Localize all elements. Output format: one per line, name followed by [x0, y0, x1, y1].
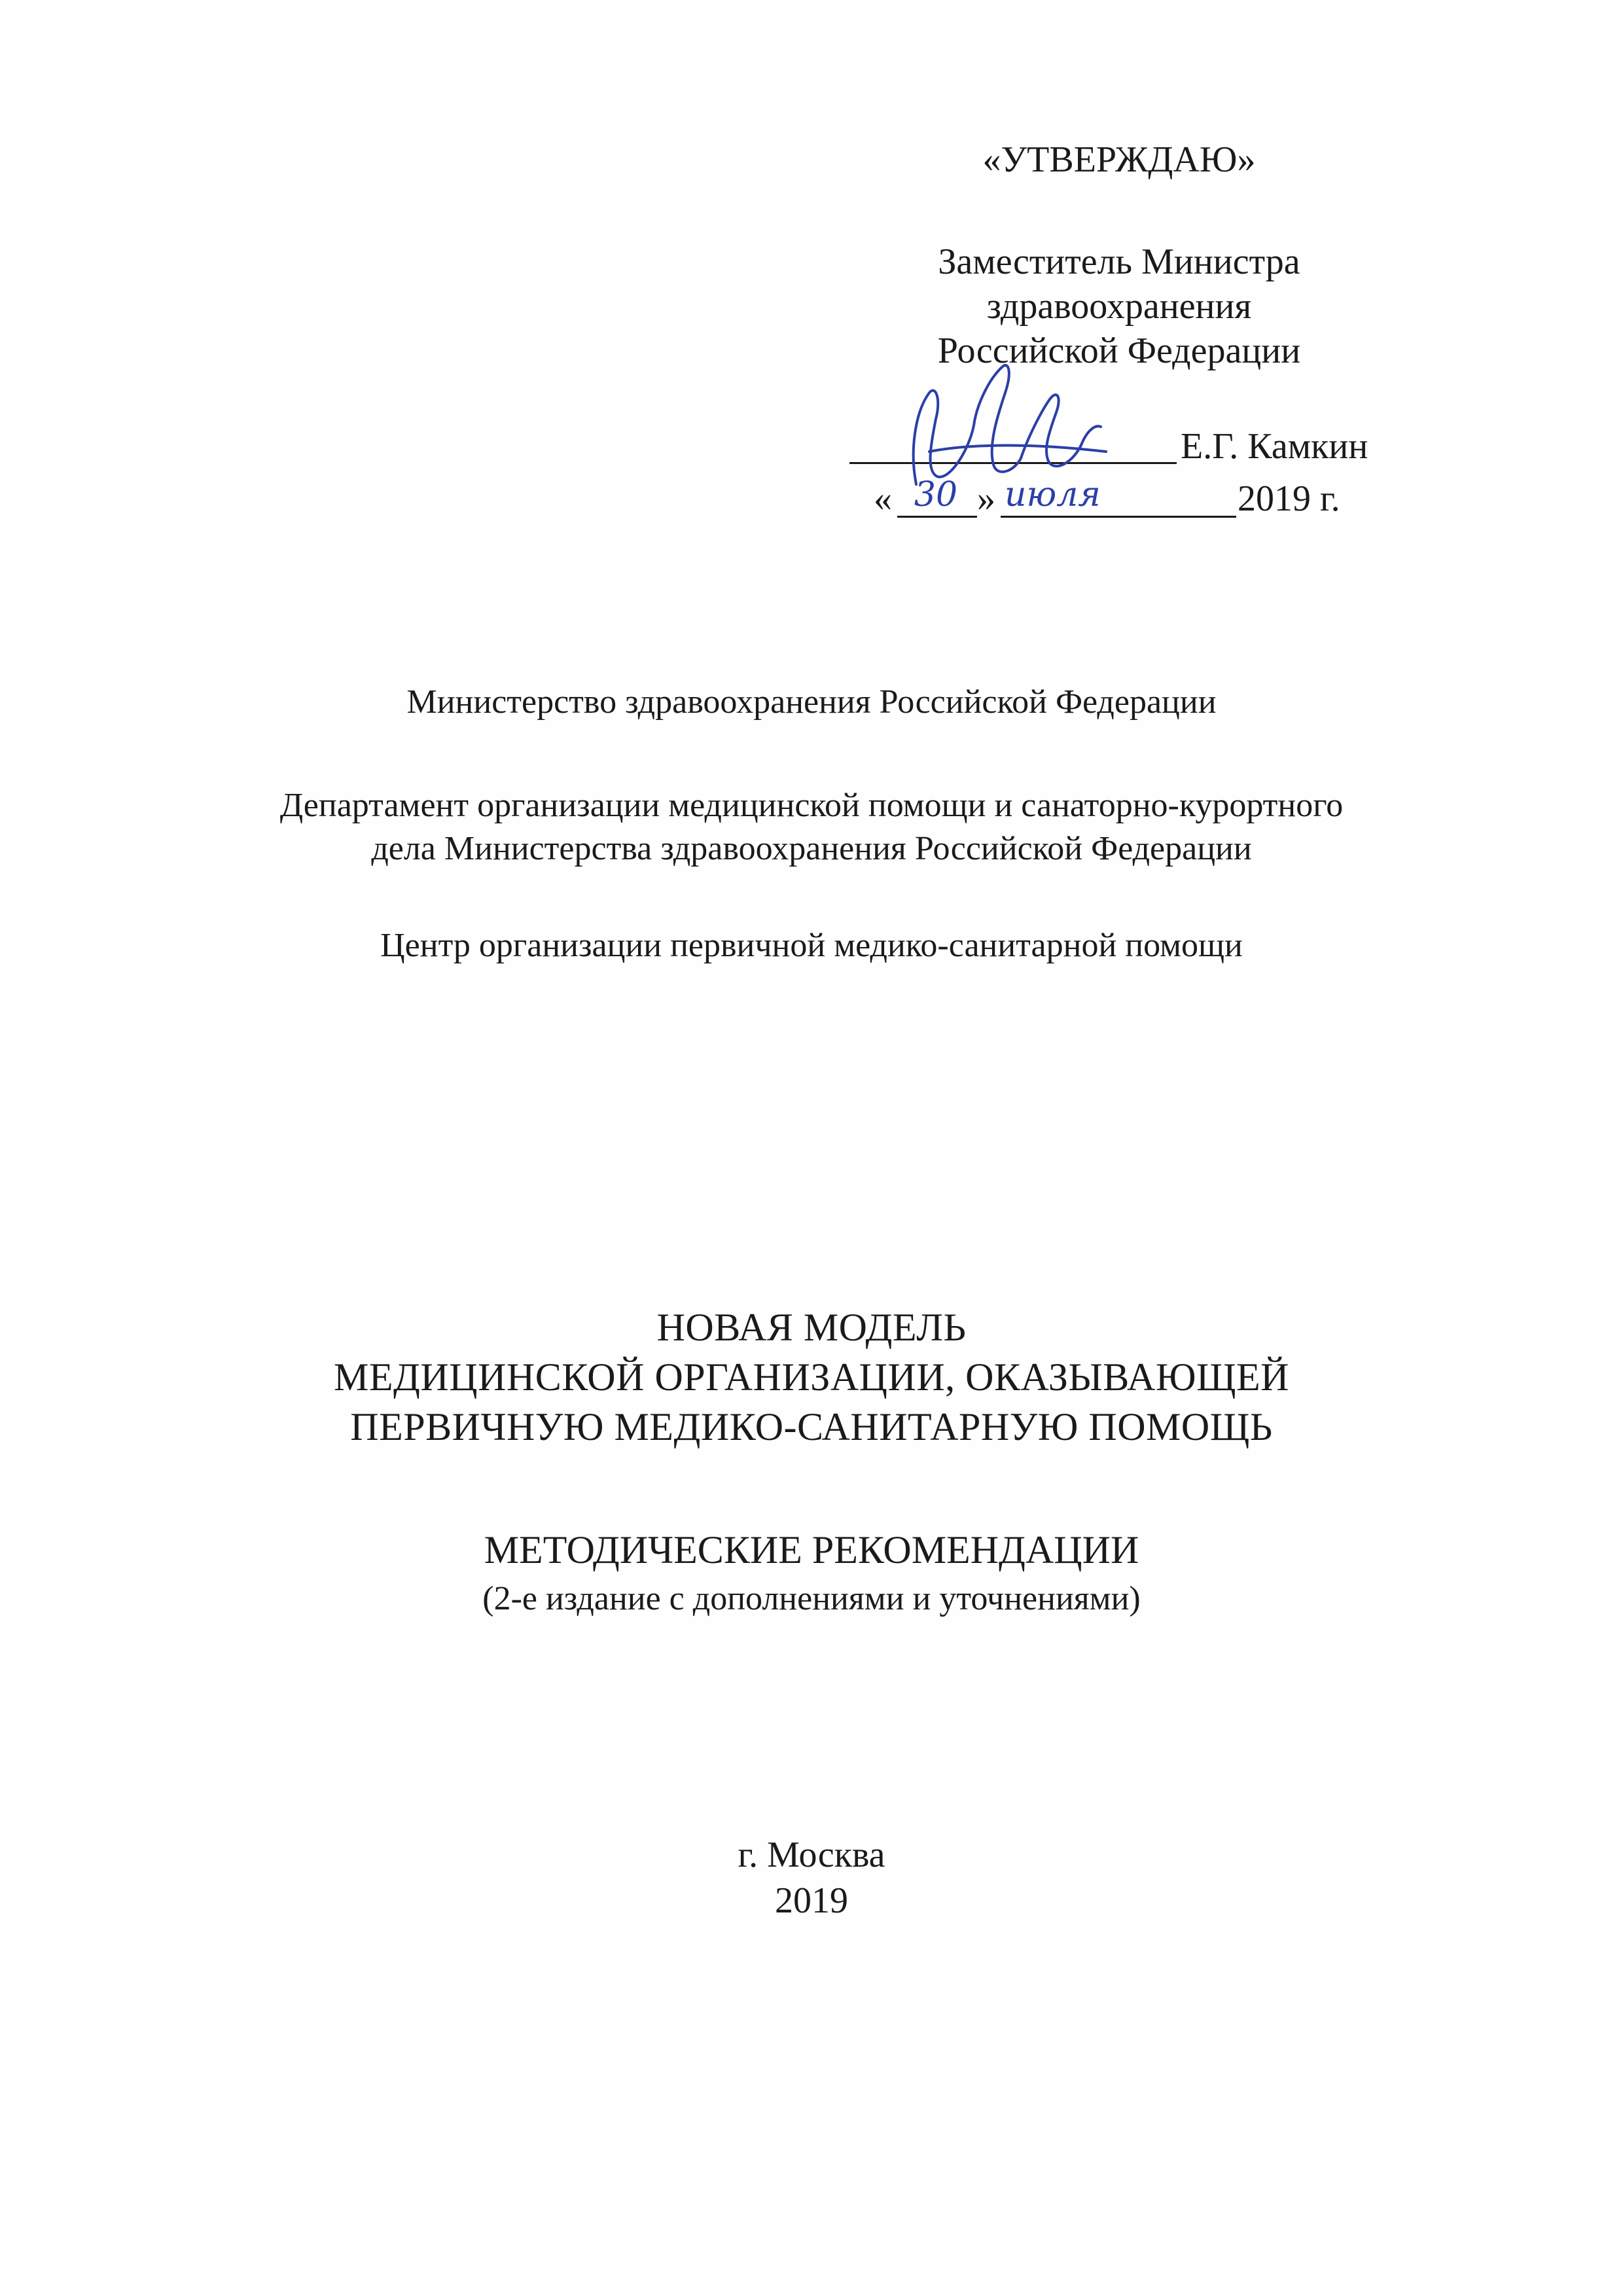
city: г. Москва [738, 1835, 885, 1875]
approval-title: «УТВЕРЖДАЮ» [982, 139, 1256, 180]
title-line: ПЕРВИЧНУЮ МЕДИКО-САНИТАРНУЮ ПОМОЩЬ [350, 1405, 1273, 1448]
department-name [0, 784, 1623, 870]
approver-position-line: Российской Федерации [937, 331, 1301, 371]
signatory-name: Е.Г. Камкин [1181, 426, 1368, 467]
approver-position-line: Заместитель Министра [938, 242, 1300, 282]
document-title [0, 1302, 1623, 1452]
center-name: Центр организации первичной медико-санитарной помощи [380, 927, 1243, 964]
edition-note: (2-е издание с дополнениями и уточнениями) [482, 1580, 1141, 1617]
date-year: 2019 г. [1238, 478, 1340, 519]
ministry-name: Министерство здравоохранения Российской Федерации [406, 683, 1217, 721]
department-line: Департамент организации медицинской помощи и санаторно-курортного [279, 787, 1344, 824]
publication-year: 2019 [775, 1880, 848, 1921]
date-day: 30 [914, 475, 958, 514]
date-month: июля [1005, 475, 1101, 514]
approval-date [874, 476, 1384, 526]
title-line: МЕДИЦИНСКОЙ ОРГАНИЗАЦИИ, ОКАЗЫВАЮЩЕЙ [334, 1355, 1289, 1399]
date-close-quote: » [977, 478, 995, 519]
date-open-quote: « [874, 478, 892, 519]
document-subtitle: МЕТОДИЧЕСКИЕ РЕКОМЕНДАЦИИ [484, 1528, 1139, 1571]
approver-position-line: здравоохранения [986, 286, 1252, 327]
department-line: дела Министерства здравоохранения Российской Федерации [371, 830, 1252, 867]
title-line: НОВАЯ МОДЕЛЬ [656, 1306, 967, 1349]
